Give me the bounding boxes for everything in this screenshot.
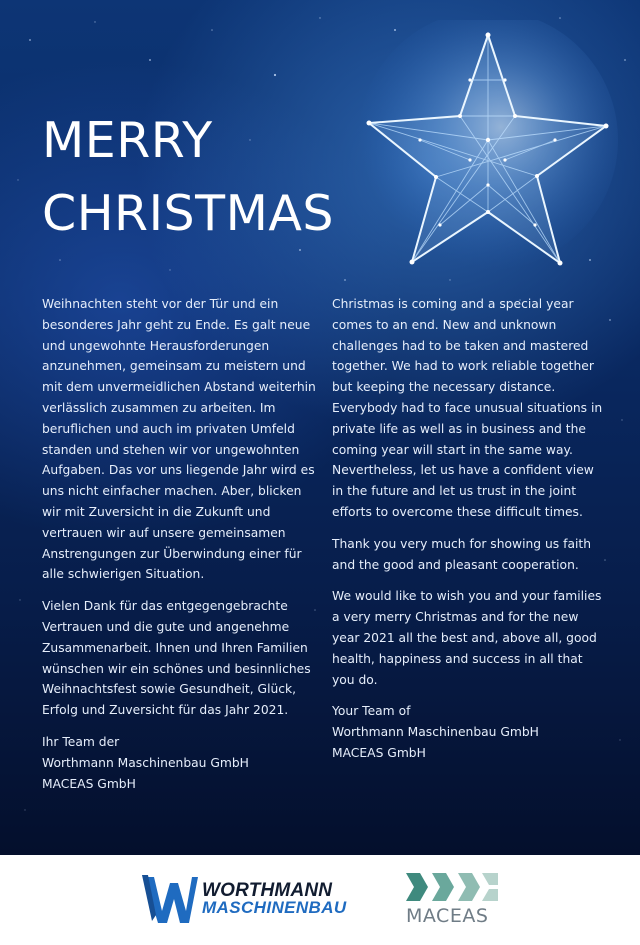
german-signature-line-1: Ihr Team der	[42, 734, 120, 749]
german-signature-line-3: MACEAS GmbH	[42, 776, 136, 791]
english-signature-line-3: MACEAS GmbH	[332, 745, 426, 760]
worthmann-subname: MASCHINENBAU	[202, 898, 347, 917]
card-title	[42, 104, 334, 250]
german-signature-line-2: Worthmann Maschinenbau GmbH	[42, 755, 249, 770]
english-signature-line-1: Your Team of	[332, 704, 411, 719]
german-text-column	[42, 294, 322, 805]
german-paragraph-2: Vielen Dank für das entgegengebrachte Vertrauen und die gute und angenehme Zusammenarbeit. Ihnen und Ihren Familien wünschen wir ein schönes und besinnliches Weihnachtsfest sowie Gesundheit, Glück, Erfolg und Zuversicht für das Jahr 2021.	[42, 599, 311, 718]
english-text-column	[332, 294, 608, 775]
german-signature	[42, 732, 322, 794]
english-paragraph-3: We would like to wish you and your families a very merry Christmas and for the new year 2021 all the best and, above all, good health, happiness and success in all that you do.	[332, 589, 602, 687]
worthmann-logo-icon	[140, 871, 200, 929]
maceas-logo-icon	[406, 871, 498, 903]
english-signature-line-2: Worthmann Maschinenbau GmbH	[332, 725, 539, 740]
christmas-star-icon	[350, 20, 620, 270]
english-signature	[332, 701, 608, 763]
german-paragraph-1: Weihnachten steht vor der Tür und ein besonderes Jahr geht zu Ende. Es galt neue und ungewohnte Herausforderungen anzunehmen, gemeinsam zu meistern und mit dem unvermeidlichen Abstand weiterhin verlässlich zusammen zu arbeiten. Im beruflichen und auch im privaten Umfeld standen und stehen wir vor ungewohnten Aufgaben. Das vor uns liegende Jahr wird es uns nicht einfacher machen. Aber, blicken wir mit Zuversicht in die Zukunft und vertrauen wir auf unsere gemeinsamen Anstrengungen zur Überwindung einer für alle schwierigen Situation.	[42, 297, 316, 582]
title-line-christmas: CHRISTMAS	[42, 185, 334, 242]
english-paragraph-2: Thank you very much for showing us faith and the good and pleasant cooperation.	[332, 536, 592, 572]
logo-footer	[0, 855, 640, 945]
title-line-merry: MERRY	[42, 112, 213, 169]
maceas-wordmark: MACEAS	[406, 905, 489, 927]
worthmann-name: WORTHMANN	[202, 880, 333, 901]
worthmann-wordmark	[202, 882, 347, 916]
english-paragraph-1: Christmas is coming and a special year comes to an end. New and unknown challenges had to be taken and mastered together. We had to work reliable together but keeping the necessary distance. Everybody had to face unusual situations in private life as well as in business and the coming year will start in the same way. Nevertheless, let us have a confident view in the future and let us trust in the joint efforts to overcome these difficult times.	[332, 297, 603, 519]
